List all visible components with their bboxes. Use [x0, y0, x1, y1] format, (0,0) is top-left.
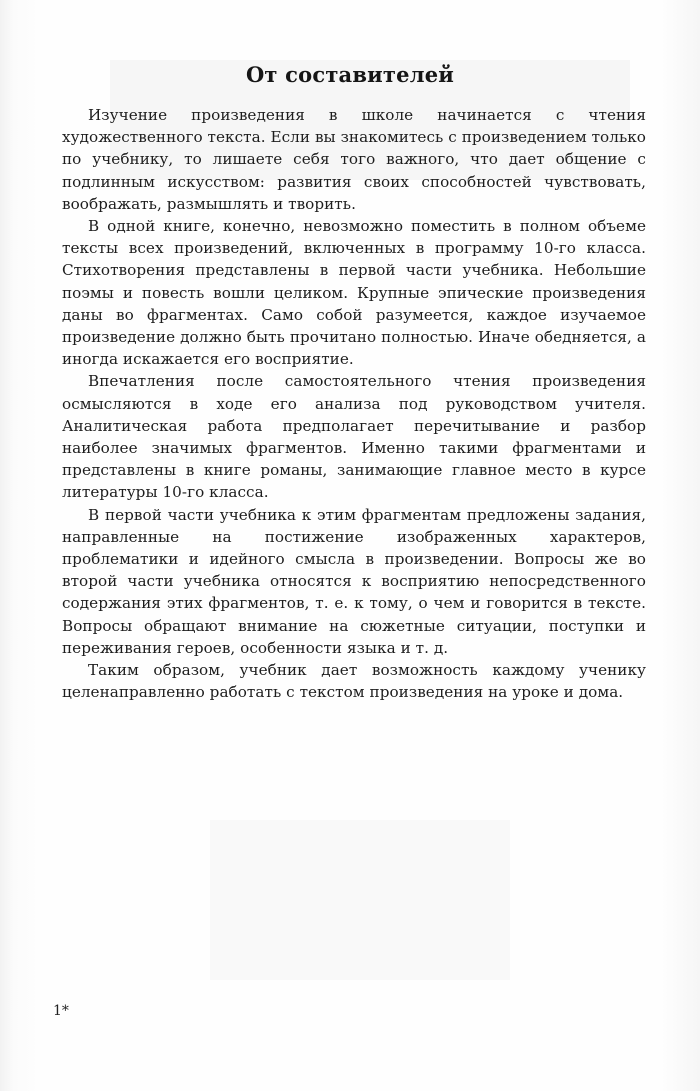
- paragraph: Таким образом, учебник дает возможность каждому ученику целенаправленно работать с текстом произведения на уроке и дома.: [62, 661, 646, 702]
- paragraph: Изучение произведения в школе начинается с чтения художественного текста. Если вы знакомитесь с произведением только по учебнику, то лишаете себя того важного, что дает общение с подлинным искусством: развития своих способностей чувствовать, воображать, размышлять и творить.: [62, 106, 646, 213]
- signature-mark: 1*: [53, 1003, 69, 1019]
- body-text: [62, 104, 646, 703]
- paragraph: В одной книге, конечно, невозможно поместить в полном объеме тексты всех произведений, включенных в программу 10-го класса. Стихотворения представлены в первой части учебника. Небольшие поэмы и повесть вошли целиком. Крупные эпические произведения даны во фрагментах. Само собой разумеется, каждое изучаемое произведение должно быть прочитано полностью. Иначе обедняется, а иногда искажается его восприятие.: [62, 217, 646, 369]
- paragraph: Впечатления после самостоятельного чтения произведения осмысляются в ходе его анализа под руководством учителя. Аналитическая работа предполагает перечитывание и разбор наиболее значимых фрагментов. Именно такими фрагментами и представлены в книге романы, занимающие главное место в курсе литературы 10-го класса.: [62, 372, 646, 502]
- bleed-through-shade: [210, 820, 510, 980]
- paragraph: В первой части учебника к этим фрагментам предложены задания, направленные на постижение изображенных характеров, проблематики и идейного смысла в произведении. Вопросы же во второй части учебника относятся к восприятию непосредственного содержания этих фрагментов, т. е. к тому, о чем и говорится в тексте. Вопросы обращают внимание на сюжетные ситуации, поступки и переживания героев, особенности языка и т. д.: [62, 505, 646, 657]
- page-title: От составителей: [245, 62, 455, 87]
